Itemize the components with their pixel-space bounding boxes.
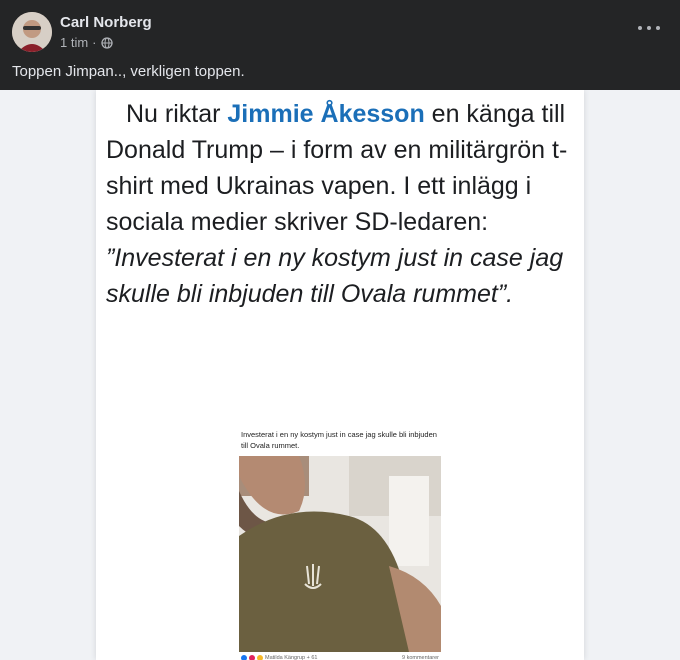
reaction-summary bbox=[241, 655, 317, 660]
love-reaction-icon bbox=[249, 655, 255, 660]
like-reaction-icon bbox=[241, 655, 247, 660]
embedded-post bbox=[239, 420, 441, 660]
post-media[interactable] bbox=[0, 90, 680, 660]
author-avatar[interactable] bbox=[12, 12, 52, 52]
embedded-caption: Investerat i en ny kostym just in case jag skulle bli inbjuden till Ovala rummet. bbox=[241, 430, 437, 450]
article-body: en känga till Donald Trump – i form av en militärgrön t-shirt med Ukrainas vapen. I ett inlägg i sociala medier skriver SD-ledaren: bbox=[106, 100, 568, 236]
post-timestamp[interactable]: 1 tim bbox=[60, 35, 89, 50]
globe-icon[interactable] bbox=[101, 37, 113, 49]
article-lead: Nu riktar bbox=[126, 100, 228, 128]
more-options-icon[interactable] bbox=[638, 18, 660, 38]
more-dot bbox=[638, 26, 642, 30]
embedded-photo bbox=[239, 456, 441, 652]
more-dot bbox=[647, 26, 651, 30]
comment-count: 9 kommentarer bbox=[402, 655, 439, 660]
more-dot bbox=[656, 26, 660, 30]
post-header bbox=[0, 0, 680, 90]
avatar-photo-icon bbox=[12, 12, 52, 52]
embedded-reactions-bar bbox=[241, 655, 439, 660]
article-highlight-name: Jimmie Åkesson bbox=[227, 100, 425, 128]
post-meta bbox=[60, 35, 113, 50]
article-quote: ”Investerat i en ny kostym just in case jag skulle bli inbjuden till Ovala rummet”. bbox=[106, 244, 564, 308]
article-card bbox=[96, 90, 584, 660]
author-name[interactable]: Carl Norberg bbox=[60, 14, 152, 31]
article-text bbox=[106, 96, 576, 312]
meta-separator: · bbox=[92, 35, 97, 50]
haha-reaction-icon bbox=[257, 655, 263, 660]
tshirt-photo-icon bbox=[239, 456, 441, 652]
post-caption: Toppen Jimpan.., verkligen toppen. bbox=[12, 63, 245, 80]
reaction-names: Matilda Kängrup + 61 bbox=[265, 655, 318, 660]
